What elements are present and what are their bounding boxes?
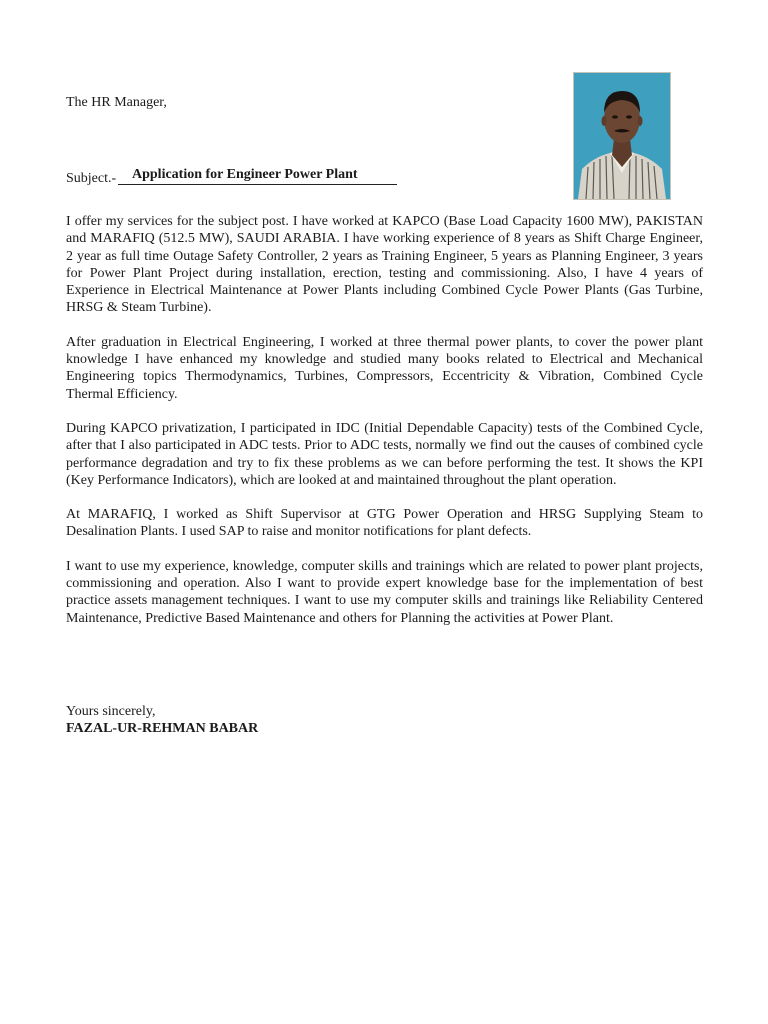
subject-label: Subject.- bbox=[66, 171, 117, 186]
closing-block bbox=[66, 703, 258, 737]
subject-text: Application for Engineer Power Plant bbox=[132, 167, 358, 182]
subject-line bbox=[66, 166, 406, 188]
subject-underline bbox=[118, 184, 397, 185]
body-paragraph-1: I offer my services for the subject post. I have worked at KAPCO (Base Load Capacity 1600 MW), PAKISTAN and MARAFIQ (512.5 MW), SAUDI ARABIA. I have working experience of 8 years as Shift Charge Engineer, 2 year as full time Outage Safety Controller, 2 years as Training Engineer, 5 years as Planning Engineer, 3 years for Power Plant Project during installation, erection, testing and commissioning. Also, I have 4 years of Experience in Electrical Maintenance at Power Plants including Combined Cycle Power Plants (Gas Turbine, HRSG & Steam Turbine). bbox=[66, 214, 703, 316]
closing-phrase: Yours sincerely, bbox=[66, 704, 156, 719]
body-paragraph-3: During KAPCO privatization, I participated in IDC (Initial Dependable Capacity) tests of the Combined Cycle, after that I also participated in ADC tests. Prior to ADC tests, normally we find out the causes of combined cycle performance degradation and try to fix these problems as we can before performing the test. It shows the KPI (Key Performance Indicators), which are looked at and maintained throughout the plant operation. bbox=[66, 420, 703, 488]
applicant-photo-graphic bbox=[574, 73, 670, 199]
recipient-line: The HR Manager, bbox=[66, 95, 167, 110]
body-paragraph-4: At MARAFIQ, I worked as Shift Supervisor at GTG Power Operation and HRSG Supplying Steam to Desalination Plants. I used SAP to raise and monitor notifications for plant defects. bbox=[66, 507, 703, 540]
signature-name: FAZAL-UR-REHMAN BABAR bbox=[66, 721, 259, 736]
letter-body bbox=[66, 213, 703, 644]
body-paragraph-2: After graduation in Electrical Engineering, I worked at three thermal power plants, to cover the power plant knowledge I have enhanced my knowledge and studied many books related to Electrical and Mechanical Engineering topics Thermodynamics, Turbines, Compressors, Eccentricity & Vibration, Combined Cycle Thermal Efficiency. bbox=[66, 334, 703, 402]
applicant-photo bbox=[573, 72, 671, 200]
body-paragraph-5: I want to use my experience, knowledge, computer skills and trainings which are related to power plant projects, commissioning and operation. Also I want to provide expert knowledge base for the implementation of best practice assets management techniques. I want to use my computer skills and trainings like Reliability Centered Maintenance, Predictive Based Maintenance and others for Planning the activities at Power Plant. bbox=[66, 558, 703, 626]
